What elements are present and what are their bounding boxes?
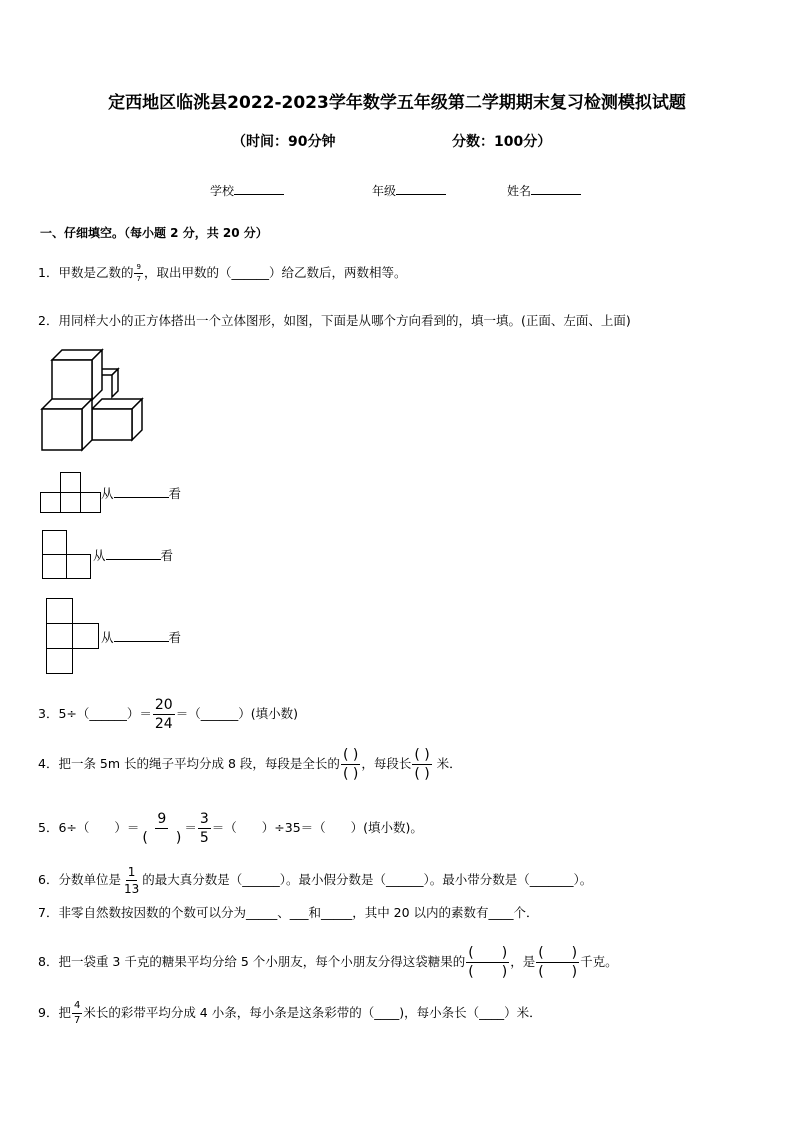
question-6: 6．分数单位是 $\frac{1}{13}$ 的最大真分数是（______）。最小假分数是（______）。最小带分数是（_______）。	[38, 865, 593, 896]
grade-field[interactable]	[372, 182, 446, 199]
question-2: 2．用同样大小的正方体搭出一个立体图形，如图，下面是从哪个方向看到的，填一填。(正面、左面、上面)	[38, 313, 631, 328]
grade-label: 年级	[372, 184, 397, 198]
answer-blank[interactable]	[106, 547, 161, 560]
fraction: $\frac{20}{24}$	[154, 697, 173, 732]
cube-stack-figure	[38, 345, 148, 455]
school-label: 学校	[210, 184, 235, 198]
fraction: $\frac{4}{7}$	[73, 1000, 81, 1026]
view-answer-3[interactable]: 从 看	[101, 630, 182, 645]
page-title: 定西地区临洮县2022-2023学年数学五年级第二学期期末复习检测模拟试题	[108, 93, 686, 113]
fraction: $\frac{1}{13}$	[123, 865, 140, 896]
fraction[interactable]: $\frac{9}{( )}$	[142, 811, 182, 846]
time-label: （时间：90分钟	[232, 134, 336, 150]
view-grid-2	[42, 530, 92, 580]
school-field[interactable]	[210, 182, 284, 199]
section-heading: 一、仔细填空。（每小题 2 分，共 20 分）	[40, 226, 268, 240]
question-4: 4．把一条 5m 长的绳子平均分成 8 段，每段是全长的 $\frac{( )}{( )}$ ，每段长 $\frac{( )}{( )}$ 米．	[38, 747, 462, 782]
view-grid-3	[46, 598, 102, 676]
answer-blank[interactable]	[114, 629, 169, 642]
grade-blank[interactable]	[396, 182, 446, 195]
score-label: 分数：100分）	[452, 134, 552, 150]
name-label: 姓名	[507, 184, 532, 198]
view-answer-2[interactable]: 从 看	[93, 548, 174, 563]
answer-fraction[interactable]: $\frac{( )}{( )}$	[342, 747, 359, 782]
answer-blank[interactable]	[114, 485, 169, 498]
question-1: 1．甲数是乙数的 $\frac{9}{7}$ ，取出甲数的（______）给乙数后，两数相等。	[38, 263, 407, 283]
school-blank[interactable]	[234, 182, 284, 195]
answer-fraction[interactable]: $\frac{( )}{( )}$	[538, 945, 578, 980]
question-5: 5．6÷（ ）＝ $\frac{9}{( )}$ ＝ $\frac{3}{5}$ ＝（ ）÷35＝（ ）(填小数)。	[38, 811, 423, 846]
question-9: 9．把 $\frac{4}{7}$ 米长的彩带平均分成 4 小条，每小条是这条彩带的（____)，每小条长（____）米．	[38, 1000, 542, 1026]
fraction: $\frac{3}{5}$	[199, 811, 209, 846]
fraction: $\frac{9}{7}$	[136, 263, 141, 283]
question-8: 8．把一袋重 3 千克的糖果平均分给 5 个小朋友，每个小朋友分得这袋糖果的 $\frac{( )}{( )}$ ，是 $\frac{( )}{( )}$ 千克。	[38, 945, 618, 980]
view-grid-1	[40, 472, 102, 516]
view-answer-1[interactable]: 从 看	[101, 486, 182, 501]
answer-fraction[interactable]: $\frac{( )}{( )}$	[414, 747, 430, 782]
name-blank[interactable]	[531, 182, 581, 195]
question-3: 3．5÷（______）＝ $\frac{20}{24}$ ＝（______）(填小数)	[38, 697, 298, 732]
name-field[interactable]	[507, 182, 581, 199]
answer-fraction[interactable]: $\frac{( )}{( )}$	[468, 945, 508, 980]
question-7: 7．非零自然数按因数的个数可以分为_____、___和_____，其中 20 以内的素数有____个．	[38, 905, 539, 920]
